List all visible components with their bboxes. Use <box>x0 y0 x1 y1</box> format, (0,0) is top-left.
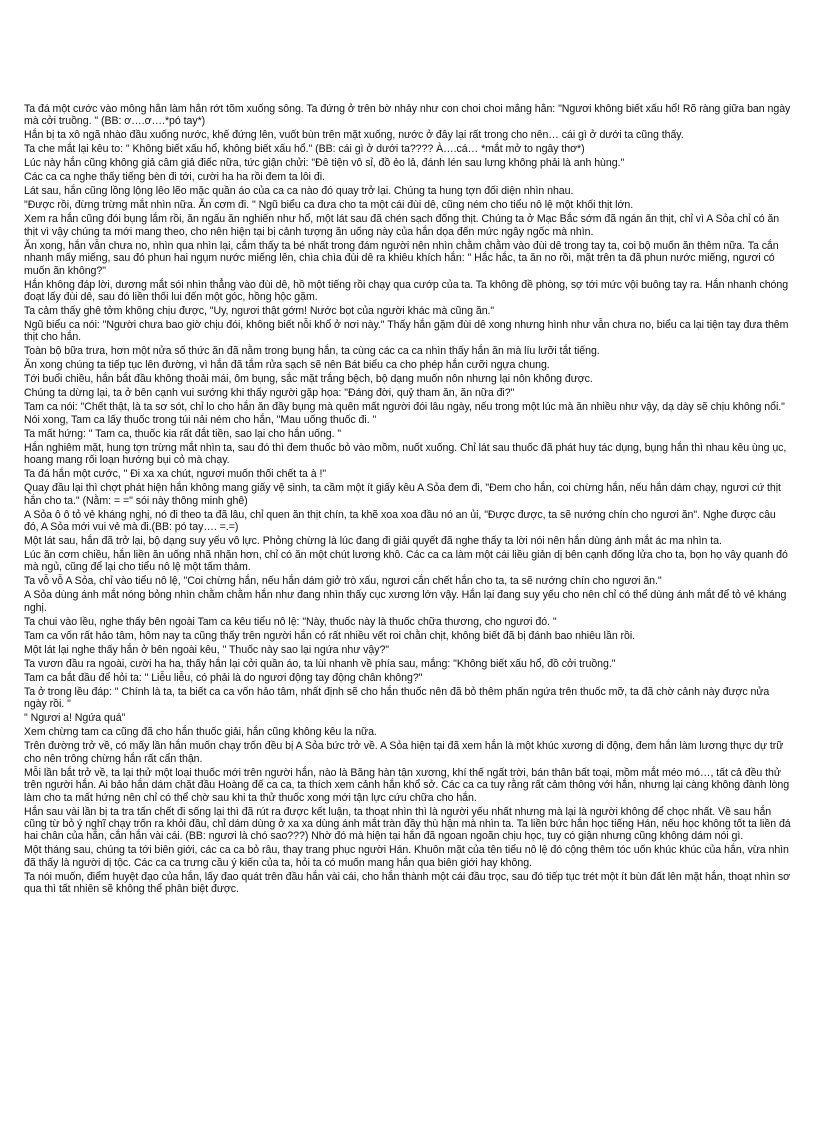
paragraph: Ăn xong, hắn vẫn chưa no, nhìn qua nhìn lại, cắm thấy ta bé nhất trong đám người nên nhìn chằm chằm vào đùi dê trong tay ta, coi bộ muốn ăn thêm nữa. Ta cắn nhanh mấy miếng, sau đó phun hai ngụm nước miếng lên, chìa chìa đùi dê ra khiêu khích hắn: " Hắc hắc, ta ăn no rồi, mặt trên ta đã phun nước miếng, ngươi có muốn ăn không?" <box>24 239 779 277</box>
paragraph: Tam ca nói: "Chết thật, là ta sơ sót, chỉ lo cho hắn ăn đầy bụng mà quên mất người đói lâu ngày, nếu trong một lúc mà ăn nhiều như vậy, dạ dày sẽ chịu không nổi." Nói xong, Tam ca lấy thuốc trong túi nải ném cho hắn, "Mau uống thuốc đi. " <box>24 401 785 426</box>
paragraph: A Sỏa dùng ánh mắt nóng bỏng nhìn chằm chằm hắn như đang nhìn thấy cục xương lớn vậy. Hắn lại đang suy yếu cho nên chỉ có thể dùng ánh mắt để tỏ vẻ kháng nghị. <box>24 589 787 614</box>
paragraph: Tới buổi chiều, hắn bắt đầu không thoải mái, ôm bụng, sắc mặt trắng bệch, bộ dạng muốn nôn nhưng lại nôn không được. <box>24 373 593 386</box>
paragraph: Lúc ăn cơm chiều, hắn liền ăn uống nhã nhặn hơn, chỉ có ăn một chút lương khô. Các ca ca làm một cái liều giản dị bên cạnh đống lửa cho ta, bọn họ vây quanh đó mà ngủ, cũng để lại cho tiểu nô lệ một tấm thảm. <box>24 549 788 574</box>
paragraph: Lúc này hắn cũng không giả câm giả điếc nữa, tức giận chửi: "Đê tiện vô sỉ, đồ ẻo lả, đánh lén sau lưng không phải là anh hùng." <box>24 157 625 170</box>
paragraph: Toàn bộ bữa trưa, hơn một nửa số thức ăn đã nằm trong bụng hắn, ta cùng các ca ca nhìn thấy hắn ăn mà líu lưỡi tắt tiếng. <box>24 345 600 358</box>
paragraph: Một lát lại nghe thấy hắn ở bên ngoài kêu, " Thuốc này sao lại ngứa như vậy?" <box>24 643 390 656</box>
paragraph: Chúng ta dừng lại, ta ở bên cạnh vui sướng khi thấy người gặp họa: "Đáng đời, quỷ tham ăn, ăn nữa đi?" <box>24 387 515 400</box>
document-page <box>24 103 792 1103</box>
paragraph: Ta ở trong lều đáp: " Chính là ta, ta biết ca ca vốn hảo tâm, nhất định sẽ cho hắn thuốc nên đã bỏ thêm phấn ngứa trên thuốc mỡ, ta đã chờ cảnh này được nửa ngày rồi. " <box>24 685 770 711</box>
paragraph: Ta nói muốn, điểm huyệt đạo của hắn, lấy đao quát trên đầu hắn vài cái, cho hắn thành một cái đầu trọc, sau đó tiếp tục trét một ít bùn đất lên mặt hắn, thoạt nhìn sơ qua thì tất nhiên sẽ không thể phân biệt được. <box>24 870 791 896</box>
paragraph: Ta đá một cước vào mông hắn làm hắn rớt tõm xuống sông. Ta đứng ở trên bờ nhảy như con choi choi mắng hắn: "Ngươi không biết xấu hổ! Rõ ràng giữa ban ngày mà cởi truồng. " (BB: ơ….ơ….*pó tay*) <box>24 103 791 128</box>
paragraph: Tam ca vốn rất hảo tâm, hôm nay ta cũng thấy trên người hắn có rất nhiều vết roi chằn chịt, không biết đã bị đánh bao nhiêu lần rồi. <box>24 629 636 642</box>
paragraph: "Được rồi, đừng trừng mắt nhìn nữa. Ăn cơm đi. " Ngũ biểu ca đưa cho ta một cái đùi dê, cũng ném cho tiểu nô lệ một khối thịt lớn. <box>24 199 634 212</box>
paragraph: Một tháng sau, chúng ta tới biên giới, các ca ca bỏ râu, thay trang phục người Hán. Khuôn mặt của tên tiểu nô lệ đó cộng thêm tóc uốn khúc khúc của hắn, vừa nhìn đã thấy là người dị tộc. Các ca ca trưng cầu ý kiến của ta, hỏi ta có muốn mang hắn qua biên giới hay không. <box>24 844 789 869</box>
paragraph: Hắn không đáp lời, dương mắt sói nhìn thẳng vào đùi dê, hồ một tiếng rồi chạy qua cướp của ta. Ta không đề phòng, sợ tới mức vội buông tay ra. Hắn nhanh chóng đoạt lấy đùi dê, sau đó liền thối lui đến một góc, hồng hộc gặm. <box>24 278 789 304</box>
paragraph: Tam ca bắt đầu để hỏi ta: " Liễu liễu, có phải là do ngươi động tay động chân không?" <box>24 671 423 684</box>
paragraph: Ta đá hắn một cước, " Đi xa xa chút, ngươi muốn thối chết ta à !" <box>24 468 327 481</box>
paragraph: Ngũ biểu ca nói: "Người chưa bao giờ chịu đói, không biết nỗi khổ ở nơi này." Thấy hắn gặm đùi dê xong nhưng hình như vẫn chưa no, biểu ca lại tiện tay đưa thêm thịt cho hắn. <box>24 319 789 344</box>
paragraph: Hắn sau vài lần bị ta tra tấn chết đi sống lại thì đã rút ra được kết luận, ta thoạt nhìn thì là người yếu nhất nhưng mà lại là người không để chọc nhất. Về sau hắn cũng từ bỏ ý nghĩ chạy trốn ra khỏi đầu, chỉ dám dùng ở xa xa dùng ánh mắt tràn đầy thù hận mà nhìn ta. Ta liền bức hắn học tiếng Hán, nếu học không tốt ta liền đá hai chân của hắn, cắn hắn vài cái. (BB: ngươi là chó sao???) Nhờ đó mà hiện tại hắn đã ngoan ngoãn chịu học, tuy có giận nhưng cũng không dám nói gì. <box>24 805 791 843</box>
paragraph: Ta cảm thấy ghê tởm không chịu được, "Uy, ngươi thật gớm! Nước bọt của người khác mà cũng ăn." <box>24 305 495 318</box>
paragraph: Hắn bị ta xô ngã nhào đầu xuống nước, khế đứng lên, vuốt bùn trên mặt xuống, nước ở đây lại rất trong cho nên… cái gì ở dưới ta cũng thấy. <box>24 129 684 142</box>
paragraph: Xem ra hắn cũng đói bụng lắm rồi, ăn ngấu ăn nghiến như hổ, một lát sau đã chén sạch đống thịt. Chúng ta ở Mạc Bắc sớm đã ngán ăn thịt, chỉ vì A Sỏa chỉ có ăn thịt vì vậy chúng ta mới mang theo, cho nên hiện tại bị cảnh tượng ăn uống này của hắn dọa đến mức ngây ngốc mà nhìn. <box>24 213 780 238</box>
paragraph: Trên đường trở về, có mấy lần hắn muốn chạy trốn đều bị A Sỏa bức trở về. A Sỏa hiện tại đã xem hắn là một khúc xương di động, đem hắn làm lương thực dự trữ cho nên trông chừng hắn rất cẩn thận. <box>24 740 784 765</box>
paragraph: Ta vươn đầu ra ngoài, cười ha ha, thấy hắn lại cởi quần áo, ta lùi nhanh về phía sau, mắng: "Không biết xấu hổ, đồ cởi truồng." <box>24 657 616 670</box>
paragraph: Xem chừng tam ca cũng đã cho hắn thuốc giải, hắn cũng không kêu la nữa. <box>24 726 377 739</box>
paragraph: Ăn xong chúng ta tiếp tục lên đường, vì hắn đã tắm rửa sạch sẽ nên Bát biểu ca cho phép hắn cưỡi ngựa chung. <box>24 359 550 372</box>
paragraph: Một lát sau, hắn đã trở lại, bộ dạng suy yếu vô lực. Phỏng chừng là lúc đang đi giải quyết đã nghe thấy ta lời nói nên hắn dùng ánh mắt ác ma nhìn ta. <box>24 535 722 548</box>
paragraph: Hắn nghiêm mặt, hung tợn trừng mắt nhìn ta, sau đó thì đem thuốc bỏ vào mồm, nuốt xuống. Chỉ lát sau thuốc đã phát huy tác dụng, bụng hắn thì nhau kêu ùng ục, hoang mang rối loạn hướng bụi cỏ mà chạy. <box>24 441 787 467</box>
paragraph: Ta mất hứng: " Tam ca, thuốc kia rất đắt tiền, sao lại cho hắn uống. " <box>24 427 342 440</box>
paragraph: Ta vỗ vỗ A Sỏa, chỉ vào tiểu nô lệ, "Coi chừng hắn, nếu hắn dám giở trò xấu, ngươi cắn chết hắn cho ta, ta sẽ nướng chín cho ngươi ăn." <box>24 575 662 588</box>
paragraph: Quay đầu lại thì chợt phát hiện hắn không mang giấy vệ sinh, ta cầm một ít giấy kêu A Sỏa đem đi, "Đem cho hắn, coi chừng hắn, nếu hắn dám chạy, ngươi cứ thịt hắn cho ta." (Nằm: = =" sói này thông minh ghê) <box>24 482 781 507</box>
paragraph: A Sỏa ô ô tỏ vẻ kháng nghị, nó đi theo ta đã lâu, chỉ quen ăn thịt chín, ta khẽ xoa xoa đầu nó an ủi, "Được được, ta sẽ nướng chín cho ngươi ăn". Nghe được câu đó, A Sỏa mới vui vẻ mà đi.(BB: pó tay…. =.=) <box>24 508 776 534</box>
paragraph: Mỗi lần bắt trở về, ta lại thử một loại thuốc mới trên người hắn, nào là Băng hàn tận xương, khí thế ngất trời, bán thân bất toại, mồm mắt méo mó…, tất cả đều thử trên người hắn. Ai bảo hắn dám chặt đầu Hoàng đế ca ca, ta thích xem cảnh hắn khổ sở. Các ca ca tuy rằng rất cảm thông với hắn, nhưng lại càng không đành lòng làm cho ta mất hứng nên chỉ có thể chờ sau khi ta thử thuốc xong mới tận lực cứu chữa cho hắn. <box>24 766 790 804</box>
paragraph: Các ca ca nghe thấy tiếng bèn đi tới, cười ha ha rồi đem ta lôi đi. <box>24 171 325 184</box>
paragraph: " Ngươi a! Ngứa quá" <box>24 712 126 725</box>
paragraph: Lát sau, hắn cũng lồng lộng lêo lẽo mặc quần áo của ca ca nào đó quay trở lại. Chúng ta hung tợn đối diện nhìn nhau. <box>24 185 574 198</box>
paragraph: Ta che mắt lại kêu to: " Không biết xấu hổ, không biết xấu hổ." (BB: cái gì ở dưới ta???? À….cá… *mắt mở to ngây thơ*) <box>24 143 585 156</box>
paragraph: Ta chui vào lều, nghe thấy bên ngoài Tam ca kêu tiểu nô lệ: "Này, thuốc này là thuốc chữa thương, cho ngươi đó. " <box>24 615 557 628</box>
